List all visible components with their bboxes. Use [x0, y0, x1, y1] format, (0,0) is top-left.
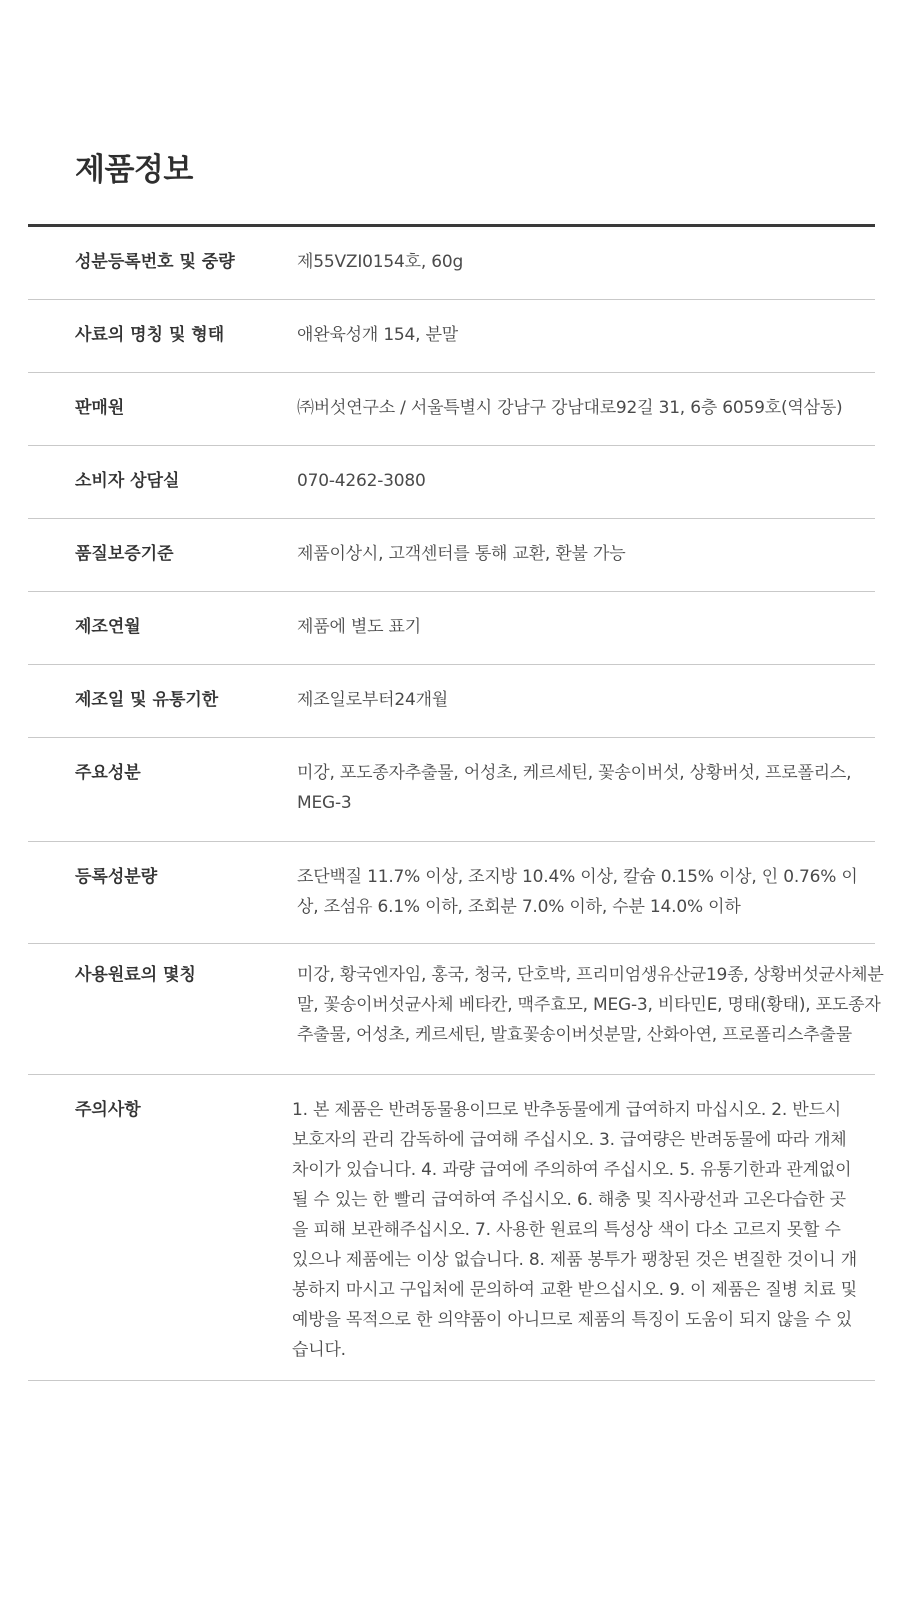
row-value: 제품에 별도 표기 — [297, 617, 421, 637]
table-row-precautions — [28, 1075, 875, 1381]
table-row-registered-composition — [28, 842, 875, 944]
row-value: 미강, 황국엔자임, 홍국, 청국, 단호박, 프리미엄생유산균19종, 상황버섯균사체분말, 꽃송이버섯균사체 베타칸, 맥주효모, MEG-3, 비타민E, 명태(황태), 포도종자추출물, 어성초, 케르세틴, 발효꽃송이버섯분말, 산화아연, 프로폴리스추출물 — [297, 965, 884, 1045]
table-row-expiration — [28, 665, 875, 738]
table-row-seller — [28, 373, 875, 446]
row-value: 조단백질 11.7% 이상, 조지방 10.4% 이상, 칼슘 0.15% 이상, 인 0.76% 이상, 조섬유 6.1% 이하, 조회분 7.0% 이하, 수분 14.0% 이하 — [297, 867, 858, 917]
row-label: 소비자 상담실 — [75, 471, 180, 491]
table-row-customer-service — [28, 446, 875, 519]
row-label: 제조연월 — [75, 617, 141, 637]
row-value: 미강, 포도종자추출물, 어성초, 케르세틴, 꽃송이버섯, 상황버섯, 프로폴리스, MEG-3 — [297, 763, 852, 813]
product-info-table — [28, 224, 884, 1381]
table-row-registration — [28, 227, 875, 300]
row-label: 등록성분량 — [75, 867, 158, 887]
table-row-quality-guarantee — [28, 519, 875, 592]
table-row-manufacture-month — [28, 592, 875, 665]
row-value: 1. 본 제품은 반려동물용이므로 반추동물에게 급여하지 마십시오. 2. 반드시 보호자의 관리 감독하에 급여해 주십시오. 3. 급여량은 반려동물에 따라 개체 차이가 있습니다. 4. 과량 급여에 주의하여 주십시오. 5. 유통기한과 관계없이 될 수 있는 한 빨리 급여하여 주십시오. 6. 해충 및 직사광선과 고온다습한 곳을 피해 보관해주십시오. 7. 사용한 원료의 특성상 색이 다소 고르지 못할 수 있으나 제품에는 이상 없습니다. 8. 제품 봉투가 팽창된 것은 변질한 것이니 개봉하지 마시고 구입처에 문의하여 교환 받으십시오. 9. 이 제품은 질병 치료 및 예방을 목적으로 한 의약품이 아니므로 제품의 특징이 도움이 되지 않을 수 있습니다. — [292, 1100, 857, 1360]
row-label: 제조일 및 유통기한 — [75, 690, 219, 710]
row-label: 주의사항 — [75, 1100, 141, 1120]
row-label: 주요성분 — [75, 763, 141, 783]
row-label: 판매원 — [75, 398, 125, 418]
row-value: ㈜버섯연구소 / 서울특별시 강남구 강남대로92길 31, 6층 6059호(역삼동) — [297, 398, 843, 418]
table-row-feed-name — [28, 300, 875, 373]
row-value: 제조일로부터24개월 — [297, 690, 449, 710]
row-label: 사용원료의 몇칭 — [75, 965, 196, 985]
table-row-raw-materials — [28, 944, 884, 1075]
row-value: 제55VZI0154호, 60g — [297, 252, 464, 272]
row-label: 품질보증기준 — [75, 544, 174, 564]
table-row-main-ingredients — [28, 738, 875, 842]
row-label: 사료의 명칭 및 형태 — [75, 325, 225, 345]
row-label: 성분등록번호 및 중량 — [75, 252, 235, 272]
page-title: 제품정보 — [75, 152, 193, 188]
row-value: 애완육성개 154, 분말 — [297, 325, 459, 345]
row-value: 070-4262-3080 — [297, 471, 426, 491]
row-value: 제품이상시, 고객센터를 통해 교환, 환불 가능 — [297, 544, 626, 564]
